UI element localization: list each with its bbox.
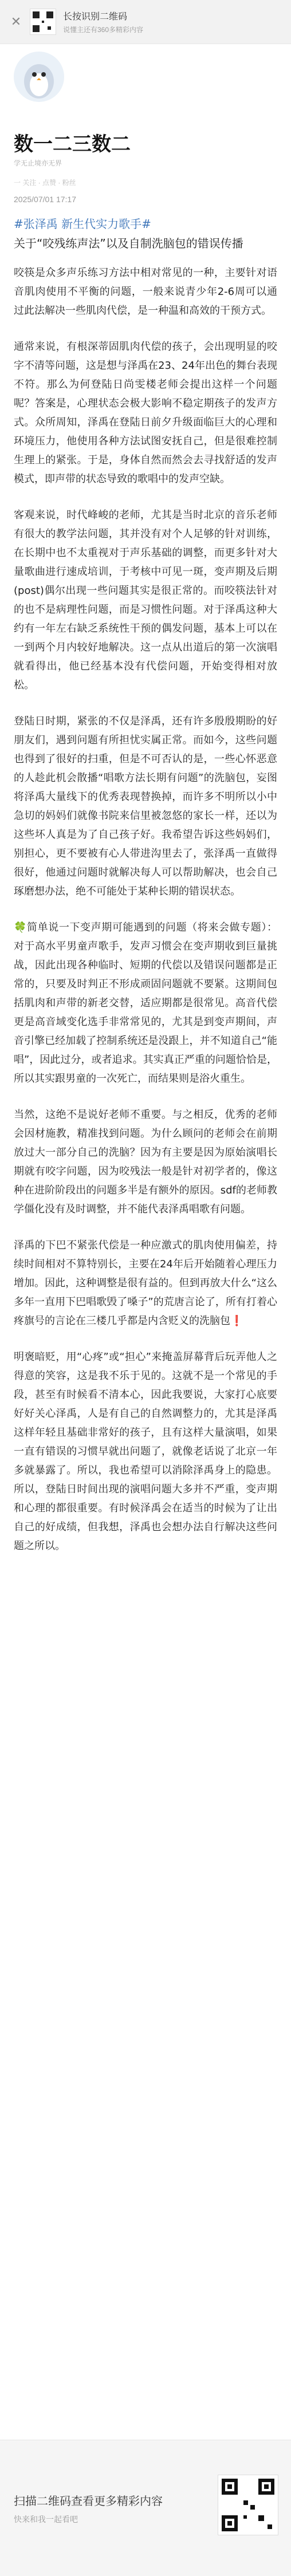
qr-code-icon	[30, 9, 56, 35]
author-section	[0, 52, 291, 187]
article-title	[14, 214, 277, 253]
paragraph: 当然，这绝不是说好老师不重要。与之相反，优秀的老师会因材施教，精准找到问题。为什么顾问的老师会在前期放过大一部分自己的洗脑？因为有主要是因为原始演唱长期就有咬字问题，因为咬残法一般是针对初学者的，像这种在进阶阶段出的问题多半是有额外的原因。sdf的老师教学僵化没有及时调整，并不能代表泽禹唱歌有问题。	[14, 1109, 277, 1215]
footer-subtitle: 快来和我一起看吧	[14, 2515, 78, 2524]
footer	[0, 2440, 291, 2576]
publish-date: 2025/07/01 17:17	[14, 195, 76, 204]
author-name: 数一二三数二	[14, 133, 131, 156]
qr-code-icon[interactable]	[218, 2475, 278, 2535]
paragraph: 登陆日时期，紧张的不仅是泽禹，还有许多殷殷期盼的好朋友们，遇到问题有所担忧实属正常。而如今，这些问题也得到了很好的扫重，但是不可否认的是，一些心怀恶意的人趁此机会散播“唱歌方法长期有问题”的洗脑包，妄图将泽禹大量线下的优秀表现替换掉，而许多不明所以小中急切的妈妈们就像书院来信里被忽悠的家长一样，还以为这些坏人真是为了自己孩子好。我希望告诉这些妈妈们，别担心，更不要被有心人带进沟里去了，张泽禹一直做得很好，他通过问题时就解决每人可以帮助解决，也会自己琢磨想办法，绝不可能处于某种长期的错误状态。	[14, 715, 277, 897]
paragraph: 明褒暗贬，用“心疼”或“担心”来掩盖屏幕背后玩弄他人之得意的笑容，这是我不乐于见的。这就不是一个常见的手段，甚至有时候看不清本心，因此我要说，大家打心底要好好关心泽禹，人是有自己的自然调整力的，尤其是泽禹这样年轻且基础非常好的孩子，且有这样大量演唱，如果一直有错误的习惯早就出问题了，就像老话说了北京一年多就暴露了。所以，我也希望可以消除泽禹身上的隐患。所以，登陆日时间出现的演唱问题大多并不严重，变声期和心理的都很重要。有时候泽禹会在适当的时候为了让出自己的好成绩，但我想，泽禹也会想办法自行解决这些问题之所以。	[14, 1351, 277, 1552]
paragraph: 通常来说，有根深蒂固肌肉代偿的孩子，会出现明显的咬字不清等问题，这是想与泽禹在23、24年出色的舞台表现不符。那么为何登陆日尚雯楼老师会提出这样一个问题呢？答案是，心理状态会极大影响不稳定期孩子的发声方式。众所周知，泽禹在登陆日前夕升级面临巨大的心理和环境压力，他使用各种方法试图安抚自己，但是很难控制生理上的紧张。于是，身体自然而然会去寻找舒适的发声模式，即声带的状态导致的歌唱中的发声空缺。	[14, 341, 277, 485]
article	[14, 195, 277, 1573]
banner-subtitle: 说懂主还有360多精彩内容	[63, 26, 144, 34]
paragraph: 🍀简单说一下变声期可能遇到的问题（将来会做专题）：对于高水平男童声歌手，发声习惯会在变声期收到巨量挑战，因此出现各种临时、短期的代偿以及错误问题都是正常的，只要及时判正不形成顽固问题就不要紧。这期间包括肌肉和声带的新老交替，适应期都是很常见。高音代偿更是高音域变化选手非常常见的，尤其是到变声期间，声音引擎已经加载了控制系统还是没跟上，并不知道自己“能唱”，因此过分，或者追求。其实真正严重的问题恰恰是，所以其实跟男童的一次死亡，而结果则是浴火重生。	[14, 921, 277, 1085]
topic-tag[interactable]: #张泽禹 新生代实力歌手#	[14, 217, 151, 231]
author-meta: 一 关注 · 点赞 · 粉丝	[14, 179, 76, 187]
top-banner[interactable]	[0, 0, 291, 44]
author-subtitle: 学无止境亦无界	[14, 159, 62, 167]
footer-title: 扫描二维码查看更多精彩内容	[14, 2494, 163, 2508]
paragraph: 客观来说，时代峰峻的老师，尤其是当时北京的音乐老师有很大的教学法问题，其并没有对个人足够的针对训练，在长期中也不太重视对于声乐基础的调整，而更多针对大量歌曲进行速成培训，于考核中可见一斑，变声期及后期(post)偶尔出现一些问题其实是很正常的。而咬筷法针对的也不是病理性问题，而是习惯性问题。对于泽禹这种大约有一年左右缺乏系统性干预的偶发问题，基本上可以在一到两个月内较好地解决。这一点从出道后的第一次演唱就看得出，他已经基本没有代偿问题，开始变得相对放松。	[14, 509, 277, 691]
paragraph: 泽禹的下巴不紧张代偿是一种应激式的肌肉使用偏差，持续时间相对不算特别长，主要在24年后开始随着心理压力增加。因此，这种调整是很有益的。但到再放大什么“这么多年一直用下巴唱歌毁了嗓子”的荒唐言论了，所有打着心疼旗号的言论在三楼几乎都是内含贬义的洗脑包❗️	[14, 1239, 277, 1327]
title-text: 关于“咬残练声法”以及自制洗脑包的错误传播	[14, 237, 243, 250]
banner-title: 长按识别二维码	[63, 12, 128, 22]
close-icon[interactable]: ✕	[10, 14, 22, 29]
avatar[interactable]	[14, 52, 64, 102]
paragraph: 咬筷是众多声乐练习方法中相对常见的一种，主要针对语音肌肉使用不平衡的问题，一般来说青少年2-6周可以通过此法解决一些肌肉代偿，是一种温和高效的干预方式。	[14, 267, 277, 317]
